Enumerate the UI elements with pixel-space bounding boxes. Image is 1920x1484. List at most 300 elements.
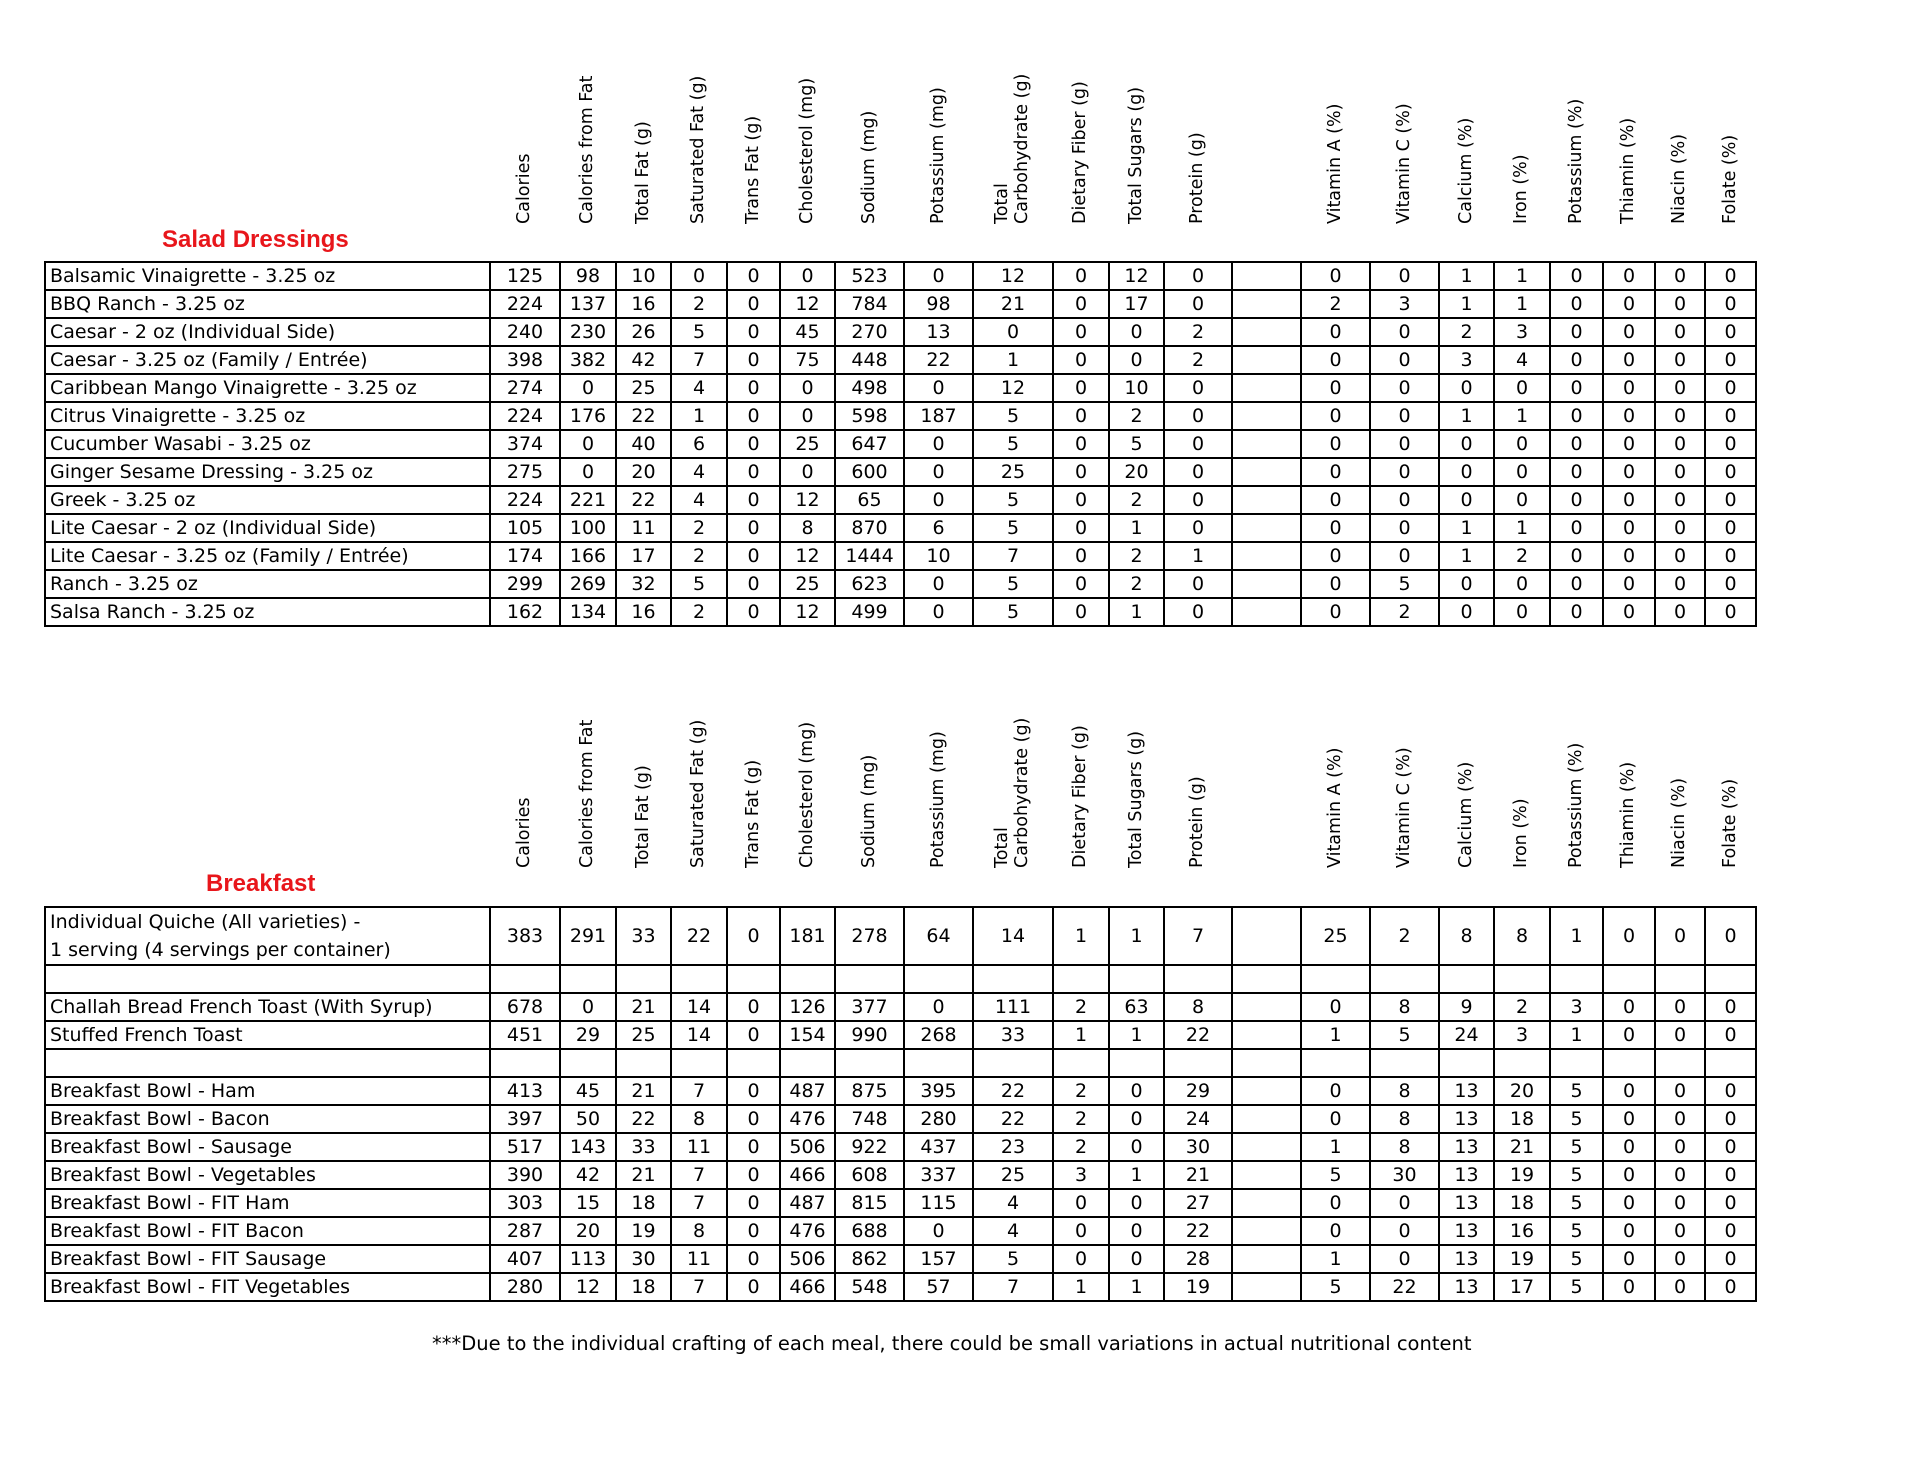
cell-vitamin-c: 22 [1370,1273,1439,1301]
cell-vitamin-c: 0 [1370,374,1439,402]
cell-folate: 0 [1705,318,1756,346]
cell-potassium-mg: 0 [904,430,973,458]
salad-dressings-table [44,261,1757,627]
cell-total-fat-g: 22 [616,486,671,514]
cell-total-fat-g: 16 [616,598,671,626]
cell-total-fat-g: 18 [616,1189,671,1217]
item-name: Lite Caesar - 2 oz (Individual Side) [45,514,490,542]
cell-trans-fat-g: 0 [727,1133,780,1161]
cell-cholesterol-mg: 476 [780,1105,835,1133]
cell-dietary-fiber-g: 2 [1053,1105,1109,1133]
cell-vitamin-c: 30 [1370,1161,1439,1189]
cell-calories: 407 [490,1245,560,1273]
breakfast-section [44,684,1754,1334]
cell-protein-g: 0 [1164,486,1232,514]
cell-spacer [1232,514,1301,542]
table-row [45,1189,1756,1217]
cell-total-carbohydrate-g: 5 [973,402,1053,430]
cell-dietary-fiber-g: 2 [1053,1133,1109,1161]
cell-total-sugars-g: 2 [1109,486,1164,514]
cell-trans-fat-g: 0 [727,1217,780,1245]
cell-cholesterol-mg [780,1049,835,1077]
column-header-calories: Calories [514,153,534,224]
column-header-potassium: Potassium (%) [1565,742,1586,868]
cell-niacin: 0 [1655,542,1705,570]
cell-sodium-mg: 608 [835,1161,904,1189]
cell-iron: 18 [1494,1105,1550,1133]
cell-spacer [1232,346,1301,374]
cell-calories-from-fat: 29 [560,1021,616,1049]
column-header-vitamin-c: Vitamin C (%) [1393,747,1414,868]
table-row [45,993,1756,1021]
cell-dietary-fiber-g [1053,1049,1109,1077]
cell-calories: 125 [490,262,560,290]
cell-dietary-fiber-g: 0 [1053,1245,1109,1273]
cell-potassium-mg: 157 [904,1245,973,1273]
cell-protein-g: 0 [1164,262,1232,290]
cell-saturated-fat-g: 5 [671,318,727,346]
cell-thiamin: 0 [1603,1021,1655,1049]
cell-total-sugars-g: 2 [1109,542,1164,570]
cell-trans-fat-g: 0 [727,346,780,374]
cell-total-sugars-g: 0 [1109,1077,1164,1105]
cell-folate: 0 [1705,486,1756,514]
cell-thiamin: 0 [1603,1133,1655,1161]
cell-iron: 0 [1494,458,1550,486]
cell-potassium: 0 [1550,430,1603,458]
cell-vitamin-c: 2 [1370,598,1439,626]
cell-folate: 0 [1705,570,1756,598]
cell-saturated-fat-g: 7 [671,346,727,374]
cell-dietary-fiber-g: 0 [1053,598,1109,626]
cell-iron: 4 [1494,346,1550,374]
cell-niacin: 0 [1655,514,1705,542]
cell-cholesterol-mg: 181 [780,907,835,965]
cell-folate: 0 [1705,290,1756,318]
cell-total-carbohydrate-g: 0 [973,318,1053,346]
cell-vitamin-c: 0 [1370,486,1439,514]
cell-trans-fat-g: 0 [727,374,780,402]
cell-iron [1494,1049,1550,1077]
cell-iron: 0 [1494,598,1550,626]
table-row [45,346,1756,374]
cell-trans-fat-g: 0 [727,570,780,598]
cell-thiamin: 0 [1603,598,1655,626]
item-name: Breakfast Bowl - Vegetables [45,1161,490,1189]
cell-calcium: 0 [1439,374,1494,402]
cell-potassium: 1 [1550,1021,1603,1049]
cell-iron: 21 [1494,1133,1550,1161]
cell-calcium: 13 [1439,1189,1494,1217]
cell-calories: 287 [490,1217,560,1245]
cell-total-fat-g: 21 [616,1161,671,1189]
cell-niacin: 0 [1655,374,1705,402]
cell-cholesterol-mg: 466 [780,1273,835,1301]
column-header-potassium-mg: Potassium (mg) [927,731,948,868]
cell-cholesterol-mg: 12 [780,598,835,626]
salad-dressings-title: Salad Dressings [162,226,349,253]
cell-niacin: 0 [1655,262,1705,290]
cell-niacin: 0 [1655,993,1705,1021]
cell-calories-from-fat: 269 [560,570,616,598]
cell-calories-from-fat: 45 [560,1077,616,1105]
cell-potassium-mg: 98 [904,290,973,318]
cell-total-carbohydrate-g: 7 [973,1273,1053,1301]
cell-calcium: 9 [1439,993,1494,1021]
table-row [45,430,1756,458]
cell-folate: 0 [1705,1245,1756,1273]
cell-iron: 3 [1494,318,1550,346]
cell-potassium-mg: 337 [904,1161,973,1189]
cell-folate: 0 [1705,1189,1756,1217]
cell-potassium: 5 [1550,1189,1603,1217]
cell-niacin: 0 [1655,402,1705,430]
cell-cholesterol-mg: 12 [780,542,835,570]
cell-saturated-fat-g: 7 [671,1273,727,1301]
cell-potassium: 0 [1550,570,1603,598]
cell-vitamin-c: 2 [1370,907,1439,965]
cell-iron [1494,965,1550,993]
column-header-potassium: Potassium (%) [1565,98,1586,224]
cell-sodium-mg: 377 [835,993,904,1021]
cell-sodium-mg: 598 [835,402,904,430]
cell-total-sugars-g [1109,1049,1164,1077]
cell-vitamin-c: 0 [1370,346,1439,374]
cell-potassium-mg: 0 [904,570,973,598]
cell-total-sugars-g: 1 [1109,1273,1164,1301]
cell-iron: 0 [1494,486,1550,514]
salad-dressings-section [44,40,1754,660]
cell-total-sugars-g: 2 [1109,570,1164,598]
cell-total-sugars-g: 1 [1109,907,1164,965]
cell-total-sugars-g: 0 [1109,318,1164,346]
cell-dietary-fiber-g: 0 [1053,318,1109,346]
cell-niacin: 0 [1655,598,1705,626]
cell-total-sugars-g: 0 [1109,1189,1164,1217]
cell-vitamin-c: 0 [1370,1189,1439,1217]
cell-vitamin-a: 0 [1301,486,1370,514]
cell-calories: 162 [490,598,560,626]
cell-spacer [1232,598,1301,626]
cell-folate [1705,965,1756,993]
cell-vitamin-a: 0 [1301,1217,1370,1245]
cell-saturated-fat-g: 11 [671,1133,727,1161]
cell-potassium-mg: 0 [904,374,973,402]
breakfast-title: Breakfast [206,870,316,897]
cell-calories-from-fat: 20 [560,1217,616,1245]
cell-calories: 299 [490,570,560,598]
cell-protein-g: 30 [1164,1133,1232,1161]
cell-total-fat-g: 40 [616,430,671,458]
column-header-total-fat-g: Total Fat (g) [632,765,653,868]
cell-niacin: 0 [1655,907,1705,965]
cell-cholesterol-mg: 0 [780,262,835,290]
cell-calories: 105 [490,514,560,542]
cell-dietary-fiber-g: 0 [1053,346,1109,374]
cell-spacer [1232,1161,1301,1189]
cell-cholesterol-mg: 487 [780,1189,835,1217]
cell-sodium-mg: 623 [835,570,904,598]
cell-calories: 224 [490,402,560,430]
cell-total-carbohydrate-g: 7 [973,542,1053,570]
cell-spacer [1232,458,1301,486]
cell-cholesterol-mg [780,965,835,993]
cell-sodium-mg: 990 [835,1021,904,1049]
column-header-thiamin: Thiamin (%) [1618,761,1638,868]
table-row [45,1021,1756,1049]
cell-vitamin-c: 0 [1370,262,1439,290]
cell-calories-from-fat: 230 [560,318,616,346]
cell-calories: 303 [490,1189,560,1217]
table-row [45,1133,1756,1161]
column-header-trans-fat-g: Trans Fat (g) [742,115,763,224]
cell-calcium [1439,1049,1494,1077]
cell-iron: 19 [1494,1245,1550,1273]
cell-trans-fat-g: 0 [727,514,780,542]
cell-potassium-mg: 0 [904,486,973,514]
cell-protein-g: 2 [1164,318,1232,346]
cell-total-carbohydrate-g: 4 [973,1189,1053,1217]
cell-saturated-fat-g [671,965,727,993]
cell-trans-fat-g: 0 [727,318,780,346]
cell-protein-g: 0 [1164,430,1232,458]
cell-saturated-fat-g: 7 [671,1077,727,1105]
cell-spacer [1232,402,1301,430]
cell-calories-from-fat: 221 [560,486,616,514]
cell-vitamin-a: 0 [1301,514,1370,542]
cell-sodium-mg: 647 [835,430,904,458]
cell-total-carbohydrate-g: 22 [973,1077,1053,1105]
cell-calcium: 13 [1439,1133,1494,1161]
table-row [45,1161,1756,1189]
cell-calories-from-fat: 98 [560,262,616,290]
cell-calories: 174 [490,542,560,570]
cell-dietary-fiber-g: 3 [1053,1161,1109,1189]
cell-thiamin: 0 [1603,1245,1655,1273]
column-header-iron: Iron (%) [1511,154,1531,224]
cell-potassium: 0 [1550,542,1603,570]
column-header-cholesterol-mg: Cholesterol (mg) [796,77,817,224]
cell-vitamin-a: 0 [1301,1189,1370,1217]
cell-dietary-fiber-g: 1 [1053,907,1109,965]
cell-saturated-fat-g: 8 [671,1217,727,1245]
table-row [45,907,1756,965]
cell-potassium-mg: 115 [904,1189,973,1217]
cell-calcium: 24 [1439,1021,1494,1049]
table-row [45,1105,1756,1133]
cell-total-sugars-g: 2 [1109,402,1164,430]
cell-total-carbohydrate-g: 5 [973,486,1053,514]
cell-potassium-mg: 268 [904,1021,973,1049]
cell-vitamin-a: 1 [1301,1133,1370,1161]
cell-calories-from-fat: 176 [560,402,616,430]
cell-niacin: 0 [1655,430,1705,458]
cell-calories [490,965,560,993]
cell-cholesterol-mg: 126 [780,993,835,1021]
cell-trans-fat-g: 0 [727,1077,780,1105]
cell-spacer [1232,1077,1301,1105]
item-name: Breakfast Bowl - FIT Ham [45,1189,490,1217]
cell-calories: 274 [490,374,560,402]
cell-spacer [1232,1189,1301,1217]
column-header-niacin: Niacin (%) [1669,133,1689,224]
cell-sodium-mg: 862 [835,1245,904,1273]
cell-total-sugars-g: 0 [1109,1105,1164,1133]
cell-calories-from-fat: 382 [560,346,616,374]
cell-niacin: 0 [1655,346,1705,374]
cell-total-fat-g: 19 [616,1217,671,1245]
cell-dietary-fiber-g: 0 [1053,374,1109,402]
item-name: Challah Bread French Toast (With Syrup) [45,993,490,1021]
cell-protein-g: 0 [1164,458,1232,486]
cell-total-fat-g: 22 [616,1105,671,1133]
cell-thiamin: 0 [1603,570,1655,598]
column-header-calcium: Calcium (%) [1455,117,1476,224]
table-row [45,598,1756,626]
cell-trans-fat-g: 0 [727,1189,780,1217]
cell-total-fat-g: 20 [616,458,671,486]
table-row [45,965,1756,993]
cell-iron: 1 [1494,402,1550,430]
cell-calories-from-fat: 15 [560,1189,616,1217]
cell-calories: 398 [490,346,560,374]
cell-niacin: 0 [1655,1161,1705,1189]
cell-dietary-fiber-g: 0 [1053,1217,1109,1245]
cell-total-carbohydrate-g: 23 [973,1133,1053,1161]
cell-total-carbohydrate-g: 1 [973,346,1053,374]
cell-iron: 1 [1494,514,1550,542]
cell-calories-from-fat: 0 [560,458,616,486]
cell-trans-fat-g: 0 [727,1273,780,1301]
cell-total-sugars-g: 5 [1109,430,1164,458]
cell-calories-from-fat: 100 [560,514,616,542]
cell-folate: 0 [1705,262,1756,290]
cell-trans-fat-g [727,1049,780,1077]
cell-vitamin-c [1370,1049,1439,1077]
column-header-sodium-mg: Sodium (mg) [858,754,879,868]
cell-cholesterol-mg: 476 [780,1217,835,1245]
cell-dietary-fiber-g: 0 [1053,1189,1109,1217]
cell-niacin: 0 [1655,1021,1705,1049]
column-header-dietary-fiber-g: Dietary Fiber (g) [1070,725,1090,868]
cell-calories: 383 [490,907,560,965]
cell-total-fat-g: 25 [616,1021,671,1049]
cell-niacin: 0 [1655,318,1705,346]
cell-protein-g [1164,1049,1232,1077]
item-name: Breakfast Bowl - Sausage [45,1133,490,1161]
cell-vitamin-a: 0 [1301,1077,1370,1105]
column-header-total-carbohydrate-g: Total Carbohydrate (g) [992,73,1032,224]
cell-calcium: 3 [1439,346,1494,374]
cell-total-sugars-g: 12 [1109,262,1164,290]
item-name: Ginger Sesame Dressing - 3.25 oz [45,458,490,486]
cell-potassium-mg: 13 [904,318,973,346]
cell-protein-g: 0 [1164,598,1232,626]
cell-trans-fat-g: 0 [727,1161,780,1189]
cell-vitamin-a: 0 [1301,402,1370,430]
cell-niacin: 0 [1655,458,1705,486]
cell-total-carbohydrate-g: 4 [973,1217,1053,1245]
table-row [45,318,1756,346]
item-name: Stuffed French Toast [45,1021,490,1049]
cell-iron: 2 [1494,542,1550,570]
cell-total-fat-g: 33 [616,1133,671,1161]
cell-spacer [1232,1217,1301,1245]
cell-thiamin: 0 [1603,458,1655,486]
cell-folate: 0 [1705,1105,1756,1133]
cell-folate: 0 [1705,430,1756,458]
cell-sodium-mg: 875 [835,1077,904,1105]
cell-protein-g: 27 [1164,1189,1232,1217]
cell-trans-fat-g: 0 [727,907,780,965]
cell-potassium: 0 [1550,290,1603,318]
cell-dietary-fiber-g: 2 [1053,1077,1109,1105]
column-header-cholesterol-mg: Cholesterol (mg) [796,721,817,868]
cell-potassium-mg: 0 [904,993,973,1021]
cell-total-fat-g [616,965,671,993]
cell-cholesterol-mg: 154 [780,1021,835,1049]
cell-vitamin-c: 8 [1370,1133,1439,1161]
cell-folate: 0 [1705,346,1756,374]
salad-column-headers [44,40,1754,226]
cell-trans-fat-g: 0 [727,486,780,514]
column-header-vitamin-a: Vitamin A (%) [1324,747,1345,868]
cell-cholesterol-mg: 506 [780,1245,835,1273]
cell-calories [490,1049,560,1077]
cell-vitamin-a: 5 [1301,1273,1370,1301]
cell-calories: 275 [490,458,560,486]
cell-saturated-fat-g: 7 [671,1189,727,1217]
column-header-dietary-fiber-g: Dietary Fiber (g) [1070,81,1090,224]
cell-spacer [1232,486,1301,514]
cell-potassium-mg: 0 [904,458,973,486]
cell-saturated-fat-g: 6 [671,430,727,458]
cell-total-sugars-g: 17 [1109,290,1164,318]
cell-vitamin-a: 0 [1301,346,1370,374]
cell-sodium-mg: 548 [835,1273,904,1301]
item-name [45,1049,490,1077]
cell-niacin: 0 [1655,486,1705,514]
cell-thiamin: 0 [1603,430,1655,458]
cell-spacer [1232,1273,1301,1301]
cell-potassium: 0 [1550,458,1603,486]
cell-thiamin: 0 [1603,374,1655,402]
cell-potassium-mg: 187 [904,402,973,430]
cell-protein-g: 1 [1164,542,1232,570]
cell-total-carbohydrate-g [973,1049,1053,1077]
cell-calcium: 0 [1439,430,1494,458]
cell-vitamin-a: 0 [1301,458,1370,486]
cell-calcium: 0 [1439,458,1494,486]
cell-calcium [1439,965,1494,993]
cell-saturated-fat-g: 4 [671,486,727,514]
item-name: Breakfast Bowl - FIT Sausage [45,1245,490,1273]
cell-calories-from-fat: 42 [560,1161,616,1189]
cell-protein-g: 19 [1164,1273,1232,1301]
item-name: Lite Caesar - 3.25 oz (Family / Entrée) [45,542,490,570]
cell-potassium: 5 [1550,1105,1603,1133]
cell-calories: 517 [490,1133,560,1161]
cell-saturated-fat-g: 2 [671,514,727,542]
item-name: BBQ Ranch - 3.25 oz [45,290,490,318]
cell-spacer [1232,374,1301,402]
cell-protein-g: 0 [1164,514,1232,542]
cell-spacer [1232,965,1301,993]
cell-potassium: 5 [1550,1133,1603,1161]
cell-total-sugars-g: 1 [1109,514,1164,542]
cell-potassium: 0 [1550,318,1603,346]
cell-total-sugars-g: 0 [1109,1217,1164,1245]
